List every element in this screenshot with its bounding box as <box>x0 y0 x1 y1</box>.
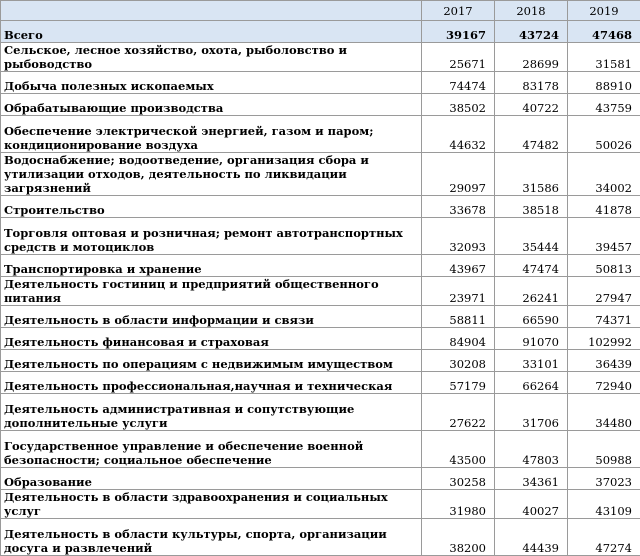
table-row <box>1 153 640 196</box>
table-row <box>1 218 640 255</box>
header-cell-year-2017: 2017 <box>422 1 495 21</box>
row-value-2019: 43109 <box>568 490 640 519</box>
row-value-2018: 43724 <box>495 21 568 43</box>
row-value-2017: 31980 <box>422 490 495 519</box>
row-value-2018: 31706 <box>495 394 568 431</box>
row-value-2018: 91070 <box>495 328 568 350</box>
header-cell-year-2018: 2018 <box>495 1 568 21</box>
row-value-2019: 43759 <box>568 94 640 116</box>
row-label: Деятельность в области здравоохранения и социальных услуг <box>1 490 422 519</box>
row-value-2017: 25671 <box>422 43 495 72</box>
row-value-2018: 34361 <box>495 468 568 490</box>
row-value-2019: 39457 <box>568 218 640 255</box>
table-row <box>1 43 640 72</box>
row-value-2018: 44439 <box>495 519 568 556</box>
row-value-2018: 26241 <box>495 277 568 306</box>
table-row <box>1 468 640 490</box>
row-value-2017: 23971 <box>422 277 495 306</box>
row-value-2019: 47468 <box>568 21 640 43</box>
table-row <box>1 306 640 328</box>
table-row <box>1 372 640 394</box>
row-label: Образование <box>1 468 422 490</box>
row-label: Деятельность финансовая и страховая <box>1 328 422 350</box>
row-value-2017: 38502 <box>422 94 495 116</box>
header-cell-blank <box>1 1 422 21</box>
row-value-2019: 27947 <box>568 277 640 306</box>
row-label: Обеспечение электрической энергией, газом и паром; кондиционирование воздуха <box>1 116 422 153</box>
row-value-2017: 27622 <box>422 394 495 431</box>
row-label: Деятельность в области культуры, спорта, организации досуга и развлечений <box>1 519 422 556</box>
table-row <box>1 196 640 218</box>
row-label: Всего <box>1 21 422 43</box>
row-value-2019: 102992 <box>568 328 640 350</box>
row-value-2019: 50026 <box>568 116 640 153</box>
row-value-2017: 30258 <box>422 468 495 490</box>
row-value-2018: 31586 <box>495 153 568 196</box>
row-value-2018: 47803 <box>495 431 568 468</box>
row-label: Государственное управление и обеспечение военной безопасности; социальное обеспечение <box>1 431 422 468</box>
row-value-2019: 88910 <box>568 72 640 94</box>
table-row <box>1 394 640 431</box>
row-value-2018: 38518 <box>495 196 568 218</box>
row-label: Обрабатывающие производства <box>1 94 422 116</box>
row-value-2019: 41878 <box>568 196 640 218</box>
row-value-2017: 84904 <box>422 328 495 350</box>
header-cell-year-2019: 2019 <box>568 1 640 21</box>
row-value-2017: 58811 <box>422 306 495 328</box>
row-label: Строительство <box>1 196 422 218</box>
table-row <box>1 255 640 277</box>
row-value-2018: 40722 <box>495 94 568 116</box>
row-value-2019: 74371 <box>568 306 640 328</box>
row-value-2017: 29097 <box>422 153 495 196</box>
row-value-2018: 47482 <box>495 116 568 153</box>
row-value-2018: 35444 <box>495 218 568 255</box>
table-row <box>1 116 640 153</box>
row-value-2017: 33678 <box>422 196 495 218</box>
row-value-2018: 66264 <box>495 372 568 394</box>
row-value-2019: 47274 <box>568 519 640 556</box>
row-value-2017: 44632 <box>422 116 495 153</box>
row-value-2019: 34002 <box>568 153 640 196</box>
row-label: Деятельность профессиональная,научная и техническая <box>1 372 422 394</box>
row-label: Деятельность гостиниц и предприятий общественного питания <box>1 277 422 306</box>
row-label: Добыча полезных ископаемых <box>1 72 422 94</box>
row-value-2019: 34480 <box>568 394 640 431</box>
row-value-2019: 72940 <box>568 372 640 394</box>
row-value-2017: 39167 <box>422 21 495 43</box>
table-header-row <box>1 1 640 21</box>
row-value-2019: 37023 <box>568 468 640 490</box>
table-row <box>1 431 640 468</box>
table-body <box>1 21 640 556</box>
row-value-2017: 32093 <box>422 218 495 255</box>
row-value-2017: 74474 <box>422 72 495 94</box>
table-row <box>1 277 640 306</box>
row-value-2019: 36439 <box>568 350 640 372</box>
row-label: Деятельность административная и сопутствующие дополнительные услуги <box>1 394 422 431</box>
row-label: Торговля оптовая и розничная; ремонт автотранспортных средств и мотоциклов <box>1 218 422 255</box>
row-label: Деятельность по операциям с недвижимым имуществом <box>1 350 422 372</box>
table-row-total <box>1 21 640 43</box>
row-value-2018: 33101 <box>495 350 568 372</box>
table-row <box>1 490 640 519</box>
row-value-2019: 50988 <box>568 431 640 468</box>
row-value-2018: 83178 <box>495 72 568 94</box>
table-row <box>1 94 640 116</box>
row-value-2018: 66590 <box>495 306 568 328</box>
row-value-2019: 31581 <box>568 43 640 72</box>
row-value-2018: 40027 <box>495 490 568 519</box>
row-label: Транспортировка и хранение <box>1 255 422 277</box>
table-row <box>1 328 640 350</box>
row-value-2017: 30208 <box>422 350 495 372</box>
row-label: Сельское, лесное хозяйство, охота, рыболовство и рыбоводство <box>1 43 422 72</box>
row-value-2017: 38200 <box>422 519 495 556</box>
table-row <box>1 519 640 556</box>
row-value-2018: 47474 <box>495 255 568 277</box>
table-row <box>1 350 640 372</box>
row-value-2018: 28699 <box>495 43 568 72</box>
row-value-2017: 43967 <box>422 255 495 277</box>
row-value-2017: 57179 <box>422 372 495 394</box>
row-value-2019: 50813 <box>568 255 640 277</box>
row-label: Деятельность в области информации и связи <box>1 306 422 328</box>
table-row <box>1 72 640 94</box>
row-label: Водоснабжение; водоотведение, организация сбора и утилизации отходов, деятельность по ликвидации загрязнений <box>1 153 422 196</box>
row-value-2017: 43500 <box>422 431 495 468</box>
